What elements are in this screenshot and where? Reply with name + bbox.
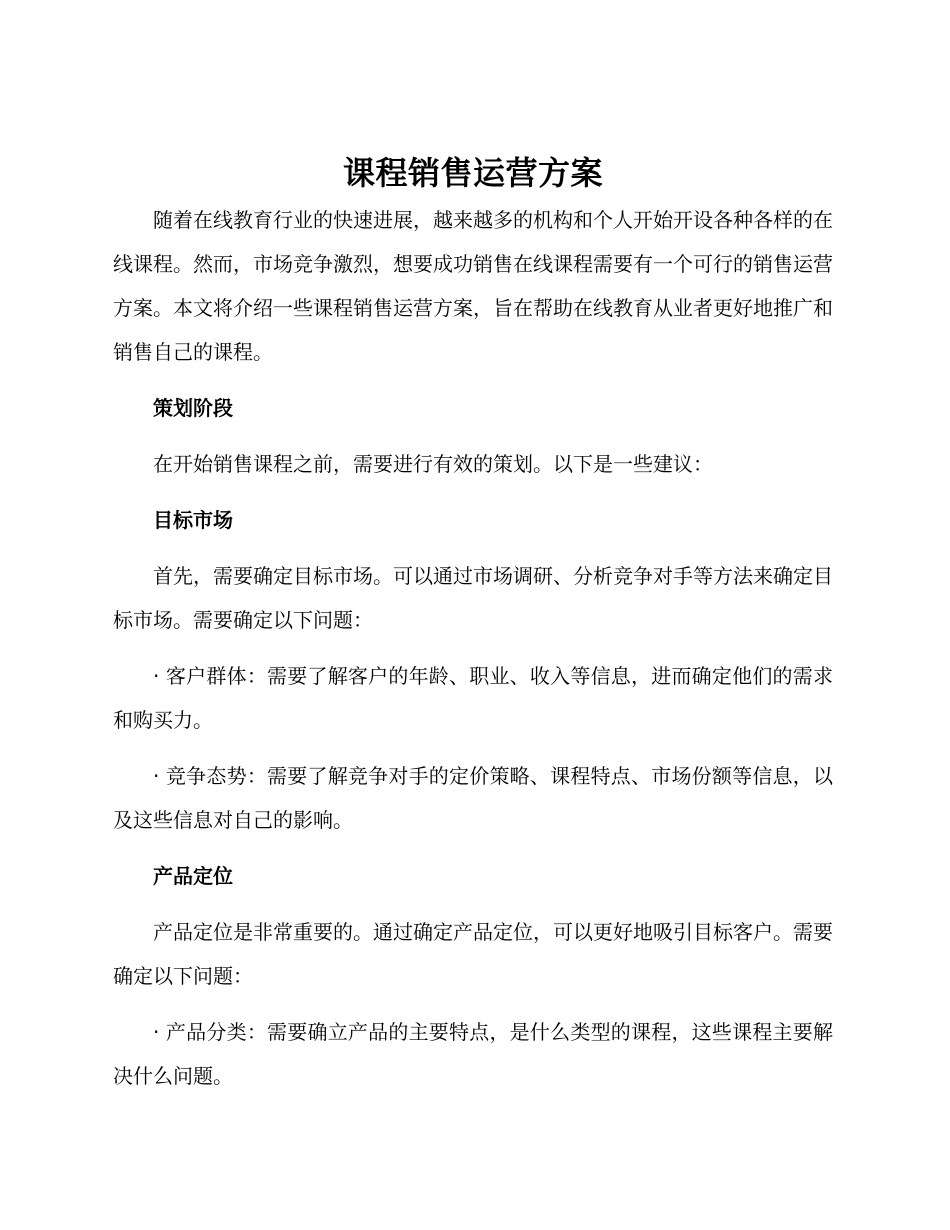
bullet-customer-group: · 客户群体：需要了解客户的年龄、职业、收入等信息，进而确定他们的需求和购买力。 xyxy=(113,664,833,732)
target-market-paragraph: 首先，需要确定目标市场。可以通过市场调研、分析竞争对手等方法来确定目标市场。需要确定以下问题： xyxy=(113,564,833,632)
section-heading-positioning: 产品定位 xyxy=(153,864,233,888)
bullet-competition: · 竞争态势：需要了解竞争对手的定价策略、课程特点、市场份额等信息，以及这些信息对自己的影响。 xyxy=(113,764,833,832)
document-body xyxy=(113,150,833,1110)
document-title: 课程销售运营方案 xyxy=(342,154,603,192)
bullet-product-category: · 产品分类：需要确立产品的主要特点，是什么类型的课程，这些课程主要解决什么问题。 xyxy=(113,1020,833,1088)
section-heading-planning: 策划阶段 xyxy=(153,396,233,420)
section-heading-target-market: 目标市场 xyxy=(153,508,233,532)
planning-paragraph: 在开始销售课程之前，需要进行有效的策划。以下是一些建议： xyxy=(153,452,713,476)
intro-paragraph: 随着在线教育行业的快速进展，越来越多的机构和个人开始开设各种各样的在线课程。然而，市场竞争激烈，想要成功销售在线课程需要有一个可行的销售运营方案。本文将介绍一些课程销售运营方案，旨在帮助在线教育从业者更好地推广和销售自己的课程。 xyxy=(113,208,833,364)
positioning-paragraph: 产品定位是非常重要的。通过确定产品定位，可以更好地吸引目标客户。需要确定以下问题： xyxy=(113,920,833,988)
